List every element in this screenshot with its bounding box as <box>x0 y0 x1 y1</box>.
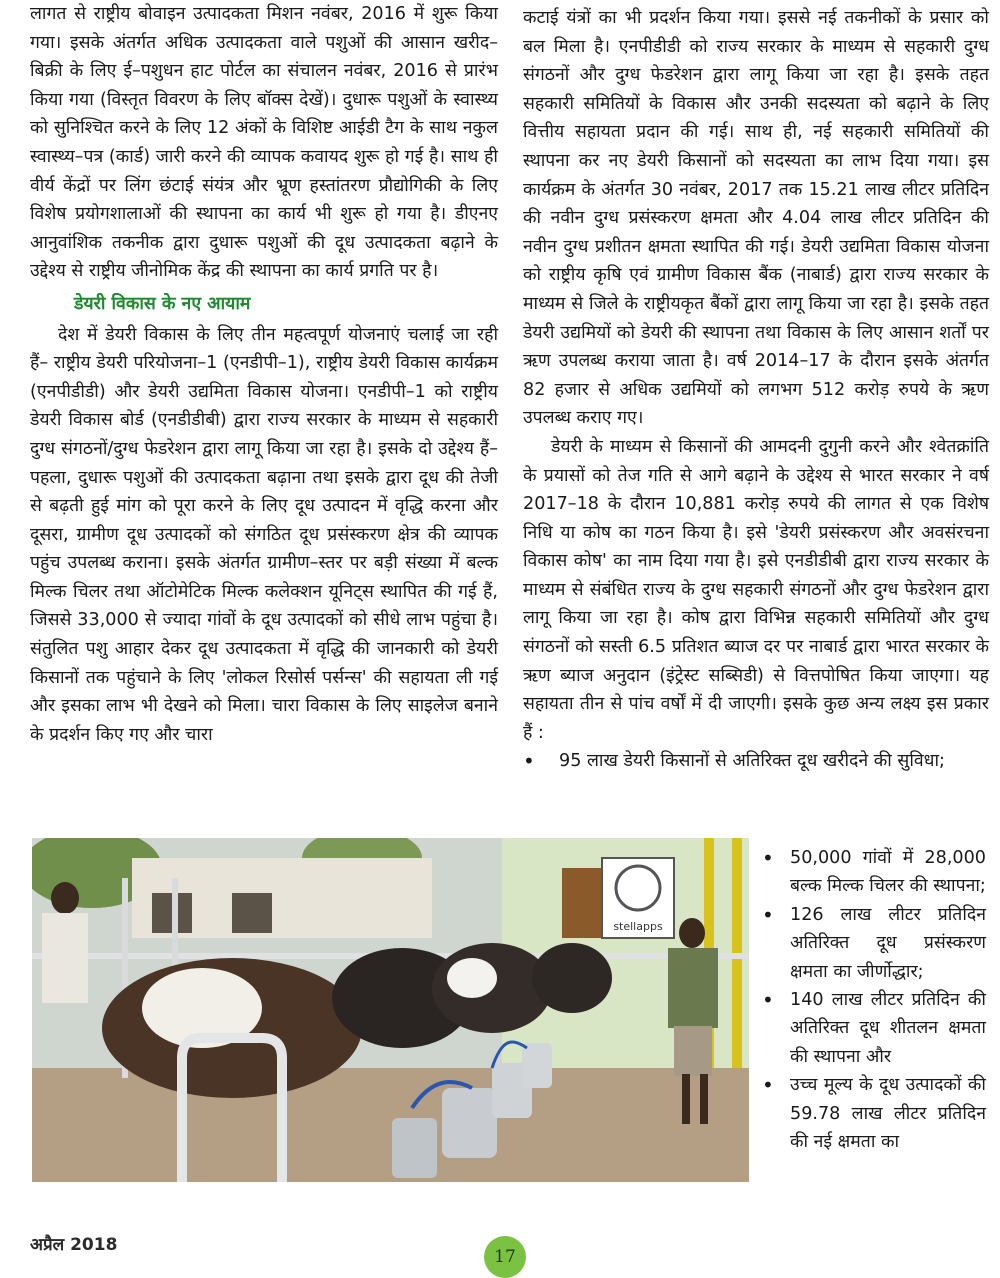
side-bullet-list <box>762 844 986 1156</box>
left-paragraph-2: देश में डेयरी विकास के लिए तीन महत्वपूर्ण योजनाएं चलाई जा रही हैं– राष्ट्रीय डेयरी परियोजना–1 (एनडीपी–1), राष्ट्रीय डेयरी विकास कार्यक्रम (एनपीडीडी) और डेयरी उद्यमिता विकास योजना। एनडीपी–1 को राष्ट्रीय डेयरी विकास बोर्ड (एनडीडीबी) द्वारा राज्य सरकार के माध्यम से सहकारी दुग्ध संगठनों/दुग्ध फेडरेशन द्वारा लागू किया जा रहा है। इसके दो उद्देश्य हैं– पहला, दुधारू पशुओं की उत्पादकता बढ़ाना तथा इसके द्वारा दूध की तेजी से बढ़ती हुई मांग को पूरा करने के लिए दूध उत्पादन में वृद्धि करना और दूसरा, ग्रामीण दूध उत्पादकों को संगठित दूध प्रसंस्करण क्षेत्र की व्यापक पहुंच उपलब्ध कराना। इसके अंतर्गत ग्रामीण–स्तर पर बड़ी संख्या में बल्क मिल्क चिलर तथा ऑटोमेटिक मिल्क कलेक्शन यूनिट्स स्थापित की गई हैं, जिससे 33,000 से ज्यादा गांवों के दूध उत्पादकों को सीधे लाभ पहुंचा है। संतुलित पशु आहार देकर दूध उत्पादकता में वृद्धि की जानकारी को डेयरी किसानों तक पहुंचाने के लिए 'लोकल रिसोर्स पर्सन्स' की सहायता ली गई और इसका लाभ भी देखने को मिला। चारा विकास के लिए साइलेज बनाने के प्रदर्शन किए गए और चारा <box>30 324 498 745</box>
stellapps-sign-text: stellapps <box>613 920 663 933</box>
bullet-item: • 95 लाख डेयरी किसानों से अतिरिक्त दूध खरीदने की सुविधा; <box>523 747 989 776</box>
side-bullet-item: • 126 लाख लीटर प्रतिदिन अतिरिक्त दूध प्रसंस्करण क्षमता का जीर्णोद्धार; <box>762 901 986 986</box>
left-column <box>30 0 498 749</box>
photo-illustration <box>32 838 749 1182</box>
right-paragraph-2: डेयरी के माध्यम से किसानों की आमदनी दुगुनी करने और श्वेतक्रांति के प्रयासों को तेज गति से आगे बढ़ाने के उद्देश्य से भारत सरकार ने वर्ष 2017–18 के दौरान 10,881 करोड़ रुपये की लागत से एक विशेष निधि या कोष का गठन किया है। इसे 'डेयरी प्रसंस्करण और अवसंरचना विकास कोष' का नाम दिया गया है। इसे एनडीडीबी द्वारा राज्य सरकार के माध्यम से संबंधित राज्य के दुग्ध सहकारी संगठनों और दुग्ध फेडरेशन द्वारा लागू किया जा रहा है। कोष द्वारा विभिन्न सहकारी समितियों और दुग्ध संगठनों को सस्ती 6.5 प्रतिशत ब्याज दर पर नाबार्ड द्वारा भारत सरकार के ऋण ब्याज अनुदान (इंट्रेस्ट सब्सिडी) से वित्तपोषित किया जाएगा। यह सहायता तीन से पांच वर्षों में दी जाएगी। इसके कुछ अन्य लक्ष्य इस प्रकार हैं : <box>523 436 989 743</box>
right-bullet-list <box>523 747 989 776</box>
section-heading: डेयरी विकास के नए आयाम <box>74 293 251 314</box>
left-paragraph-1: लागत से राष्ट्रीय बोवाइन उत्पादकता मिशन नवंबर, 2016 में शुरू किया गया। इसके अंतर्गत अधिक उत्पादकता वाले पशुओं की आसान खरीद–बिक्री के लिए ई–पशुधन हाट पोर्टल का संचालन नवंबर, 2016 से प्रारंभ किया गया (विस्तृत विवरण के लिए बॉक्स देखें)। दुधारू पशुओं के स्वास्थ्य को सुनिश्चित करने के लिए 12 अंकों के विशिष्ट आईडी टैग के साथ नकुल स्वास्थ्य–पत्र (कार्ड) जारी करने की व्यापक कवायद शुरू हो गई है। साथ ही वीर्य केंद्रों पर लिंग छंटाई संयंत्र और भ्रूण हस्तांतरण प्रौद्योगिकी के लिए विशेष प्रयोगशालाओं की स्थापना का कार्य भी शुरू हो गया है। डीएनए आनुवांशिक तकनीक द्वारा दुधारू पशुओं की दूध उत्पादकता बढ़ाने के उद्देश्य से राष्ट्रीय जीनोमिक केंद्र की स्थापना का कार्य प्रगति पर है। <box>30 4 498 282</box>
dairy-milking-photo <box>32 838 749 1182</box>
side-bullet-item: • 140 लाख लीटर प्रतिदिन की अतिरिक्त दूध शीतलन क्षमता की स्थापना और <box>762 986 986 1071</box>
issue-date: अप्रैल 2018 <box>30 1235 118 1255</box>
right-paragraph-1: कटाई यंत्रों का भी प्रदर्शन किया गया। इससे नई तकनीकों के प्रसार को बल मिला है। एनपीडीडी को राज्य सरकार के माध्यम से सहकारी दुग्ध संगठनों और दुग्ध फेडरेशन द्वारा लागू किया जा रहा है। इसके तहत सहकारी समितियों के विकास और उनकी सदस्यता को बढ़ाने के लिए वित्तीय सहायता प्रदान की गई। साथ ही, नई सहकारी समितियों की स्थापना कर नए डेयरी किसानों को सदस्यता का लाभ दिया गया। इस कार्यक्रम के अंतर्गत 30 नवंबर, 2017 तक 15.21 लाख लीटर प्रतिदिन की नवीन दुग्ध प्रसंस्करण क्षमता और 4.04 लाख लीटर प्रतिदिन की नवीन दुग्ध प्रशीतन क्षमता स्थापित की गई। डेयरी उद्यमिता विकास योजना को राष्ट्रीय कृषि एवं ग्रामीण विकास बैंक (नाबार्ड) द्वारा राज्य सरकार के माध्यम से जिले के राष्ट्रीयकृत बैंकों द्वारा लागू किया जा रहा है। इसके तहत डेयरी उद्यमियों को डेयरी की स्थापना तथा विकास के लिए आसान शर्तों पर ऋण उपलब्ध कराया जाता है। वर्ष 2014–17 के दौरान इसके अंतर्गत 82 हजार से अधिक उद्यमियों को लगभग 512 करोड़ रुपये के ऋण उपलब्ध कराए गए। <box>523 8 989 429</box>
page-number-badge: 17 <box>484 1236 526 1278</box>
side-bullet-item: • 50,000 गांवों में 28,000 बल्क मिल्क चिलर की स्थापना; <box>762 844 986 901</box>
side-bullet-item: • उच्च मूल्य के दूध उत्पादकों की 59.78 लाख लीटर प्रतिदिन की नई क्षमता का <box>762 1071 986 1156</box>
right-column <box>523 4 989 776</box>
